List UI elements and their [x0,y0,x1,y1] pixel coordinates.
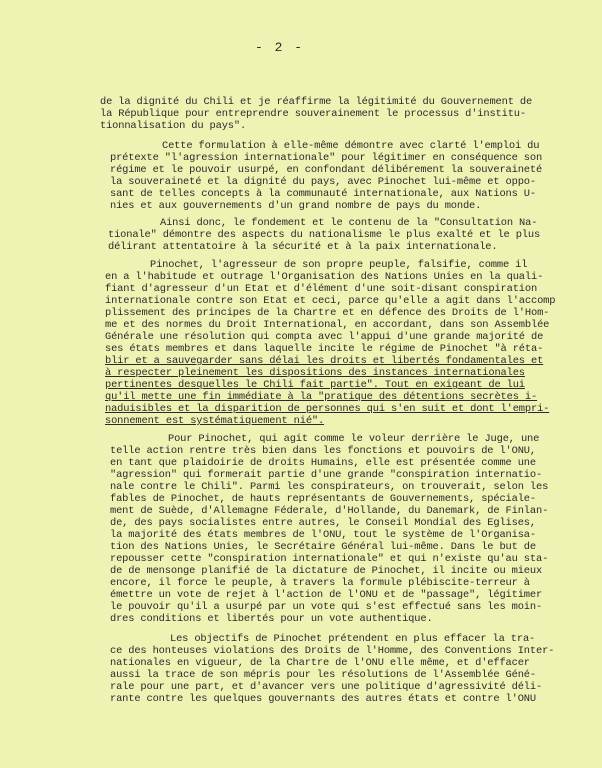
text-line: tion des Nations Unies, le Secrétaire Général lui-même. Dans le but de [110,541,536,553]
text-line: nies et aux gouvernements d'un grand nombre de pays du monde. [110,200,482,212]
text-line: plissement des principes de la Chartre et en défence des Droits de l'Hom- [105,307,550,319]
text-line: de, des pays socialistes entre autres, le Conseil Mondial des Eglises, [110,517,536,529]
page-number: - 2 - [255,40,305,55]
text-line: régime et le pouvoir usurpé, en confondant délibérement la souveraineté [110,164,543,176]
text-line: ses états membres et dans laquelle incite le régime de Pinochet "à réta- [105,343,544,355]
text-line-underlined: à respecter pleinement les dispositions des instances internationales [105,367,525,379]
text-line: nationales en vigueur, de la Chartre de l'ONU elle même, et d'effacer [110,657,530,669]
text-line: fables de Pinochet, de hauts représentants de Gouvernements, spéciale- [110,493,536,505]
text-line: prétexte "l'agression internationale" pour légitimer en conséquence son [110,152,543,164]
text-line: me et des normes du Droit International, en accordant, dans son Assemblée [105,319,550,331]
text-line: dres conditions et libertés pour un vote authentique. [110,613,433,625]
text-line: repousser cette "conspiration internationale" et qui n'existe qu'au sta- [110,553,549,565]
text-line: Ainsi donc, le fondement et le contenu de la "Consultation Na- [160,217,538,229]
text-line: telle action rentre très bien dans les fonctions et pouvoirs de l'ONU, [110,445,536,457]
text-line-underlined: naduisibles et la disparition de personnes qui s'en suit et dont l'empri- [105,403,550,415]
text-line: la République pour entreprendre souverainement le processus d'institu- [100,108,526,120]
text-line: Cette formulation à elle-même démontre avec clarté l'emploi du [162,140,540,152]
text-line: encore, il force le peuple, à travers la formule plébiscite-terreur à [110,577,530,589]
text-line: Les objectifs de Pinochet prétendent en plus effacer la tra- [170,633,536,645]
text-line: aussi la trace de son mépris pour les résolutions de l'Assemblée Géné- [110,669,536,681]
text-line: en tant que plaidoirie de droits Humains, elle est présentée comme une [110,457,536,469]
text-line-underlined: blir et a sauvegarder sans délai les droits et libertés fondamentales et [105,355,544,367]
text-line: Générale une résolution qui compta avec l'appui d'une grande majorité de [105,331,544,343]
text-line: ment de Suède, d'Allemagne Féderale, d'Hollande, du Danemark, de Finlan- [110,505,549,517]
text-line: Pinochet, l'agresseur de son propre peuple, falsifie, comme il [150,259,528,271]
text-line: en a l'habitude et outrage l'Organisation des Nations Unies en la quali- [105,271,544,283]
text-line-underlined: pertinentes desquelles le Chili fait partie". Tout en exigeant de lui [105,379,525,391]
text-line: la majorité des états membres de l'ONU, tout le système de l'Organisa- [110,529,536,541]
text-line: de la dignité du Chili et je réaffirme la légitimité du Gouvernement de [100,96,533,108]
text-line: "agression" qui formerait partie d'une grande "conspiration internatio- [110,469,543,481]
text-line: ce des honteuses violations des Droits de l'Homme, des Conventions Inter- [110,645,555,657]
text-line: rale pour une part, et d'avancer vers une politique d'agressivité déli- [110,681,543,693]
text-line: nale contre le Chili". Parmi les conspirateurs, on trouverait, selon les [110,481,549,493]
text-line: tionnalisation du pays". [100,120,247,132]
text-line: internationale contre son Etat et ceci, parce qu'elle a agit dans l'accomp [105,295,556,307]
text-line: sant de telles concepts à la communauté internationale, aux Nations U- [110,188,536,200]
text-line: délirant attentatoire à la sécurité et à la paix internationale. [108,241,498,253]
text-line: émettre un vote de rejet à l'action de l'ONU et de "passage", légitimer [110,589,543,601]
text-line: de de mensonge planifié de la dictature de Pinochet, il incite ou mieux [110,565,543,577]
text-line: rante contre les quelques gouvernants des autres états et contre l'ONU [110,693,536,705]
text-line-underlined: qu'il mette une fin immédiate à la "pratique des détentions secrètes i- [105,391,538,403]
text-line: Pour Pinochet, qui agit comme le voleur derrière le Juge, une [168,433,540,445]
text-line: le pouvoir qu'il a usurpé par un vote qui s'est effectué sans les moin- [110,601,543,613]
text-line: tionale" démontre des aspects du nationalisme le plus exalté et le plus [108,229,541,241]
text-line: fiant d'agresseur d'un Etat et d'élément d'une soit-disant conspiration [105,283,538,295]
text-line: la souveraineté et la dignité du pays, avec Pinochet lui-même et oppo- [110,176,536,188]
text-line-underlined: sonnement est systématiquement nié". [105,415,325,427]
